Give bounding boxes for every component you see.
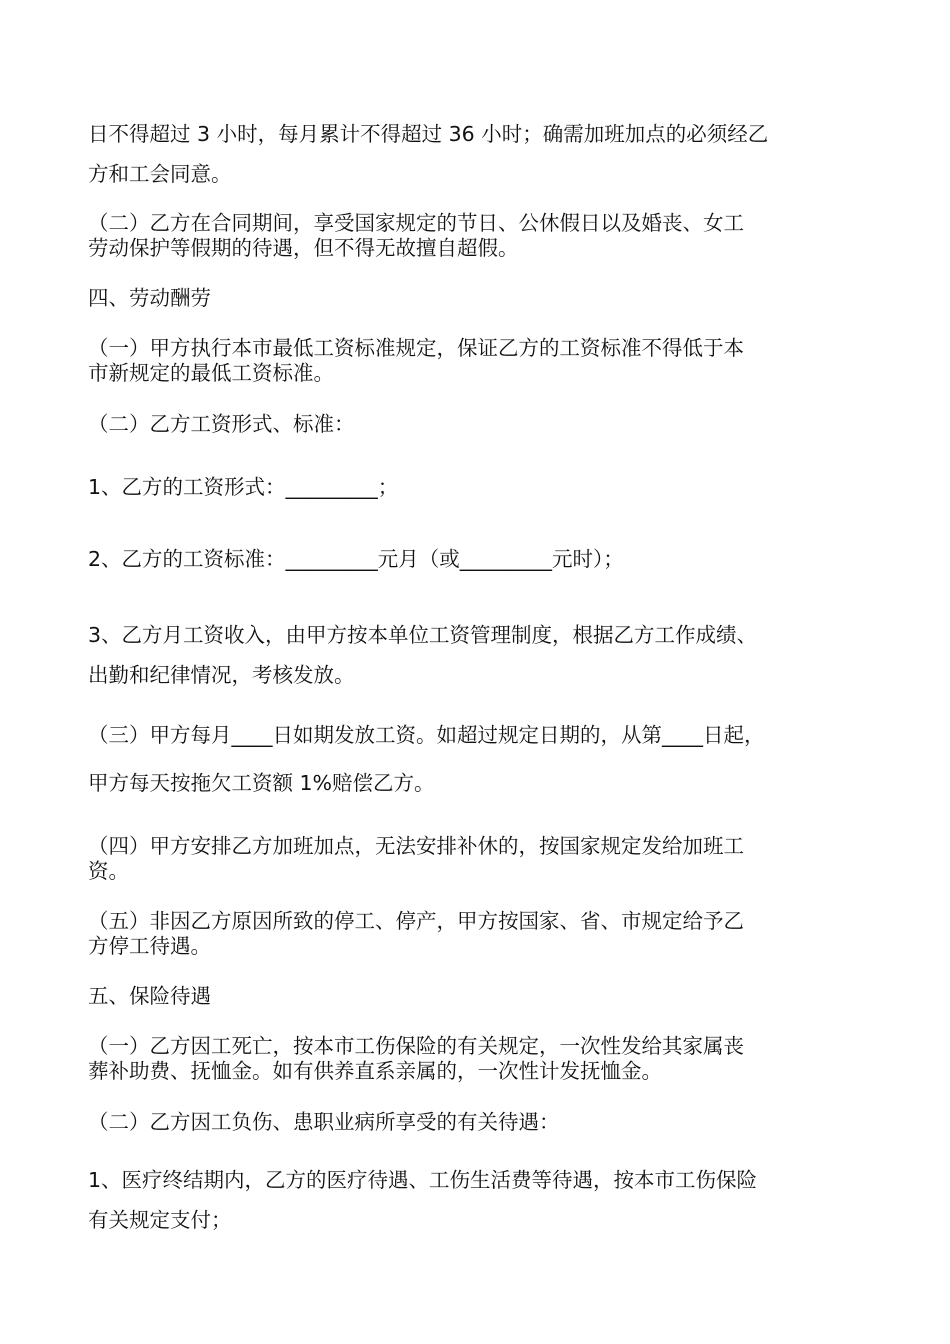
text-line: （四）甲方安排乙方加班加点，无法安排补休的，按国家规定发给加班工: [88, 834, 744, 858]
text-line: （三）甲方每月____日如期发放工资。如超过规定日期的，从第____日起，: [88, 723, 765, 747]
paragraph-4: [88, 336, 878, 386]
text-line: 五、保险待遇: [88, 984, 211, 1008]
paragraph-10: [88, 834, 878, 884]
paragraph-1: [88, 114, 878, 194]
paragraph-11: [88, 909, 878, 959]
text-line: 方停工待遇。: [88, 934, 211, 958]
text-line: 1、乙方的工资形式：_________；: [88, 475, 399, 499]
text-line: （二）乙方工资形式、标准：: [88, 412, 355, 436]
text-line: 2、乙方的工资标准：_________元月（或_________元时）；: [88, 547, 624, 571]
paragraph-14: [88, 1108, 878, 1136]
text-line: 市新规定的最低工资标准。: [88, 361, 334, 385]
paragraph-2: [88, 211, 878, 261]
text-line: （五）非因乙方原因所致的停工、停产，甲方按国家、省、市规定给予乙: [88, 909, 744, 933]
paragraph-5: [88, 410, 878, 438]
text-line: 有关规定支付；: [88, 1208, 232, 1232]
text-line: 出勤和纪律情况，考核发放。: [88, 663, 355, 687]
text-line: 日不得超过 3 小时，每月累计不得超过 36 小时；确需加班加点的必须经乙: [88, 122, 769, 146]
text-line: 葬补助费、抚恤金。如有供养直系亲属的，一次性计发抚恤金。: [88, 1059, 662, 1083]
paragraph-8: [88, 615, 878, 695]
text-line: （二）乙方因工负伤、患职业病所享受的有关待遇：: [88, 1110, 560, 1134]
section-heading-5: [88, 982, 878, 1010]
text-line: 甲方每天按拖欠工资额 1%赔偿乙方。: [88, 771, 435, 795]
paragraph-13: [88, 1034, 878, 1084]
text-line: 1、医疗终结期内，乙方的医疗待遇、工伤生活费等待遇，按本市工伤保险: [88, 1168, 758, 1192]
text-line: 资。: [88, 859, 129, 883]
paragraph-6: [88, 473, 878, 501]
text-line: （一）甲方执行本市最低工资标准规定，保证乙方的工资标准不得低于本: [88, 336, 744, 360]
text-line: 方和工会同意。: [88, 162, 232, 186]
paragraph-7: [88, 545, 878, 573]
text-line: 四、劳动酬劳: [88, 286, 211, 310]
section-heading-4: [88, 284, 878, 312]
text-line: （一）乙方因工死亡，按本市工伤保险的有关规定，一次性发给其家属丧: [88, 1034, 744, 1058]
text-line: 3、乙方月工资收入，由甲方按本单位工资管理制度，根据乙方工作成绩、: [88, 623, 758, 647]
text-line: （二）乙方在合同期间，享受国家规定的节日、公休假日以及婚丧、女工: [88, 211, 744, 235]
paragraph-15: [88, 1160, 878, 1240]
paragraph-9: [88, 715, 878, 803]
text-line: 劳动保护等假期的待遇，但不得无故擅自超假。: [88, 236, 519, 260]
